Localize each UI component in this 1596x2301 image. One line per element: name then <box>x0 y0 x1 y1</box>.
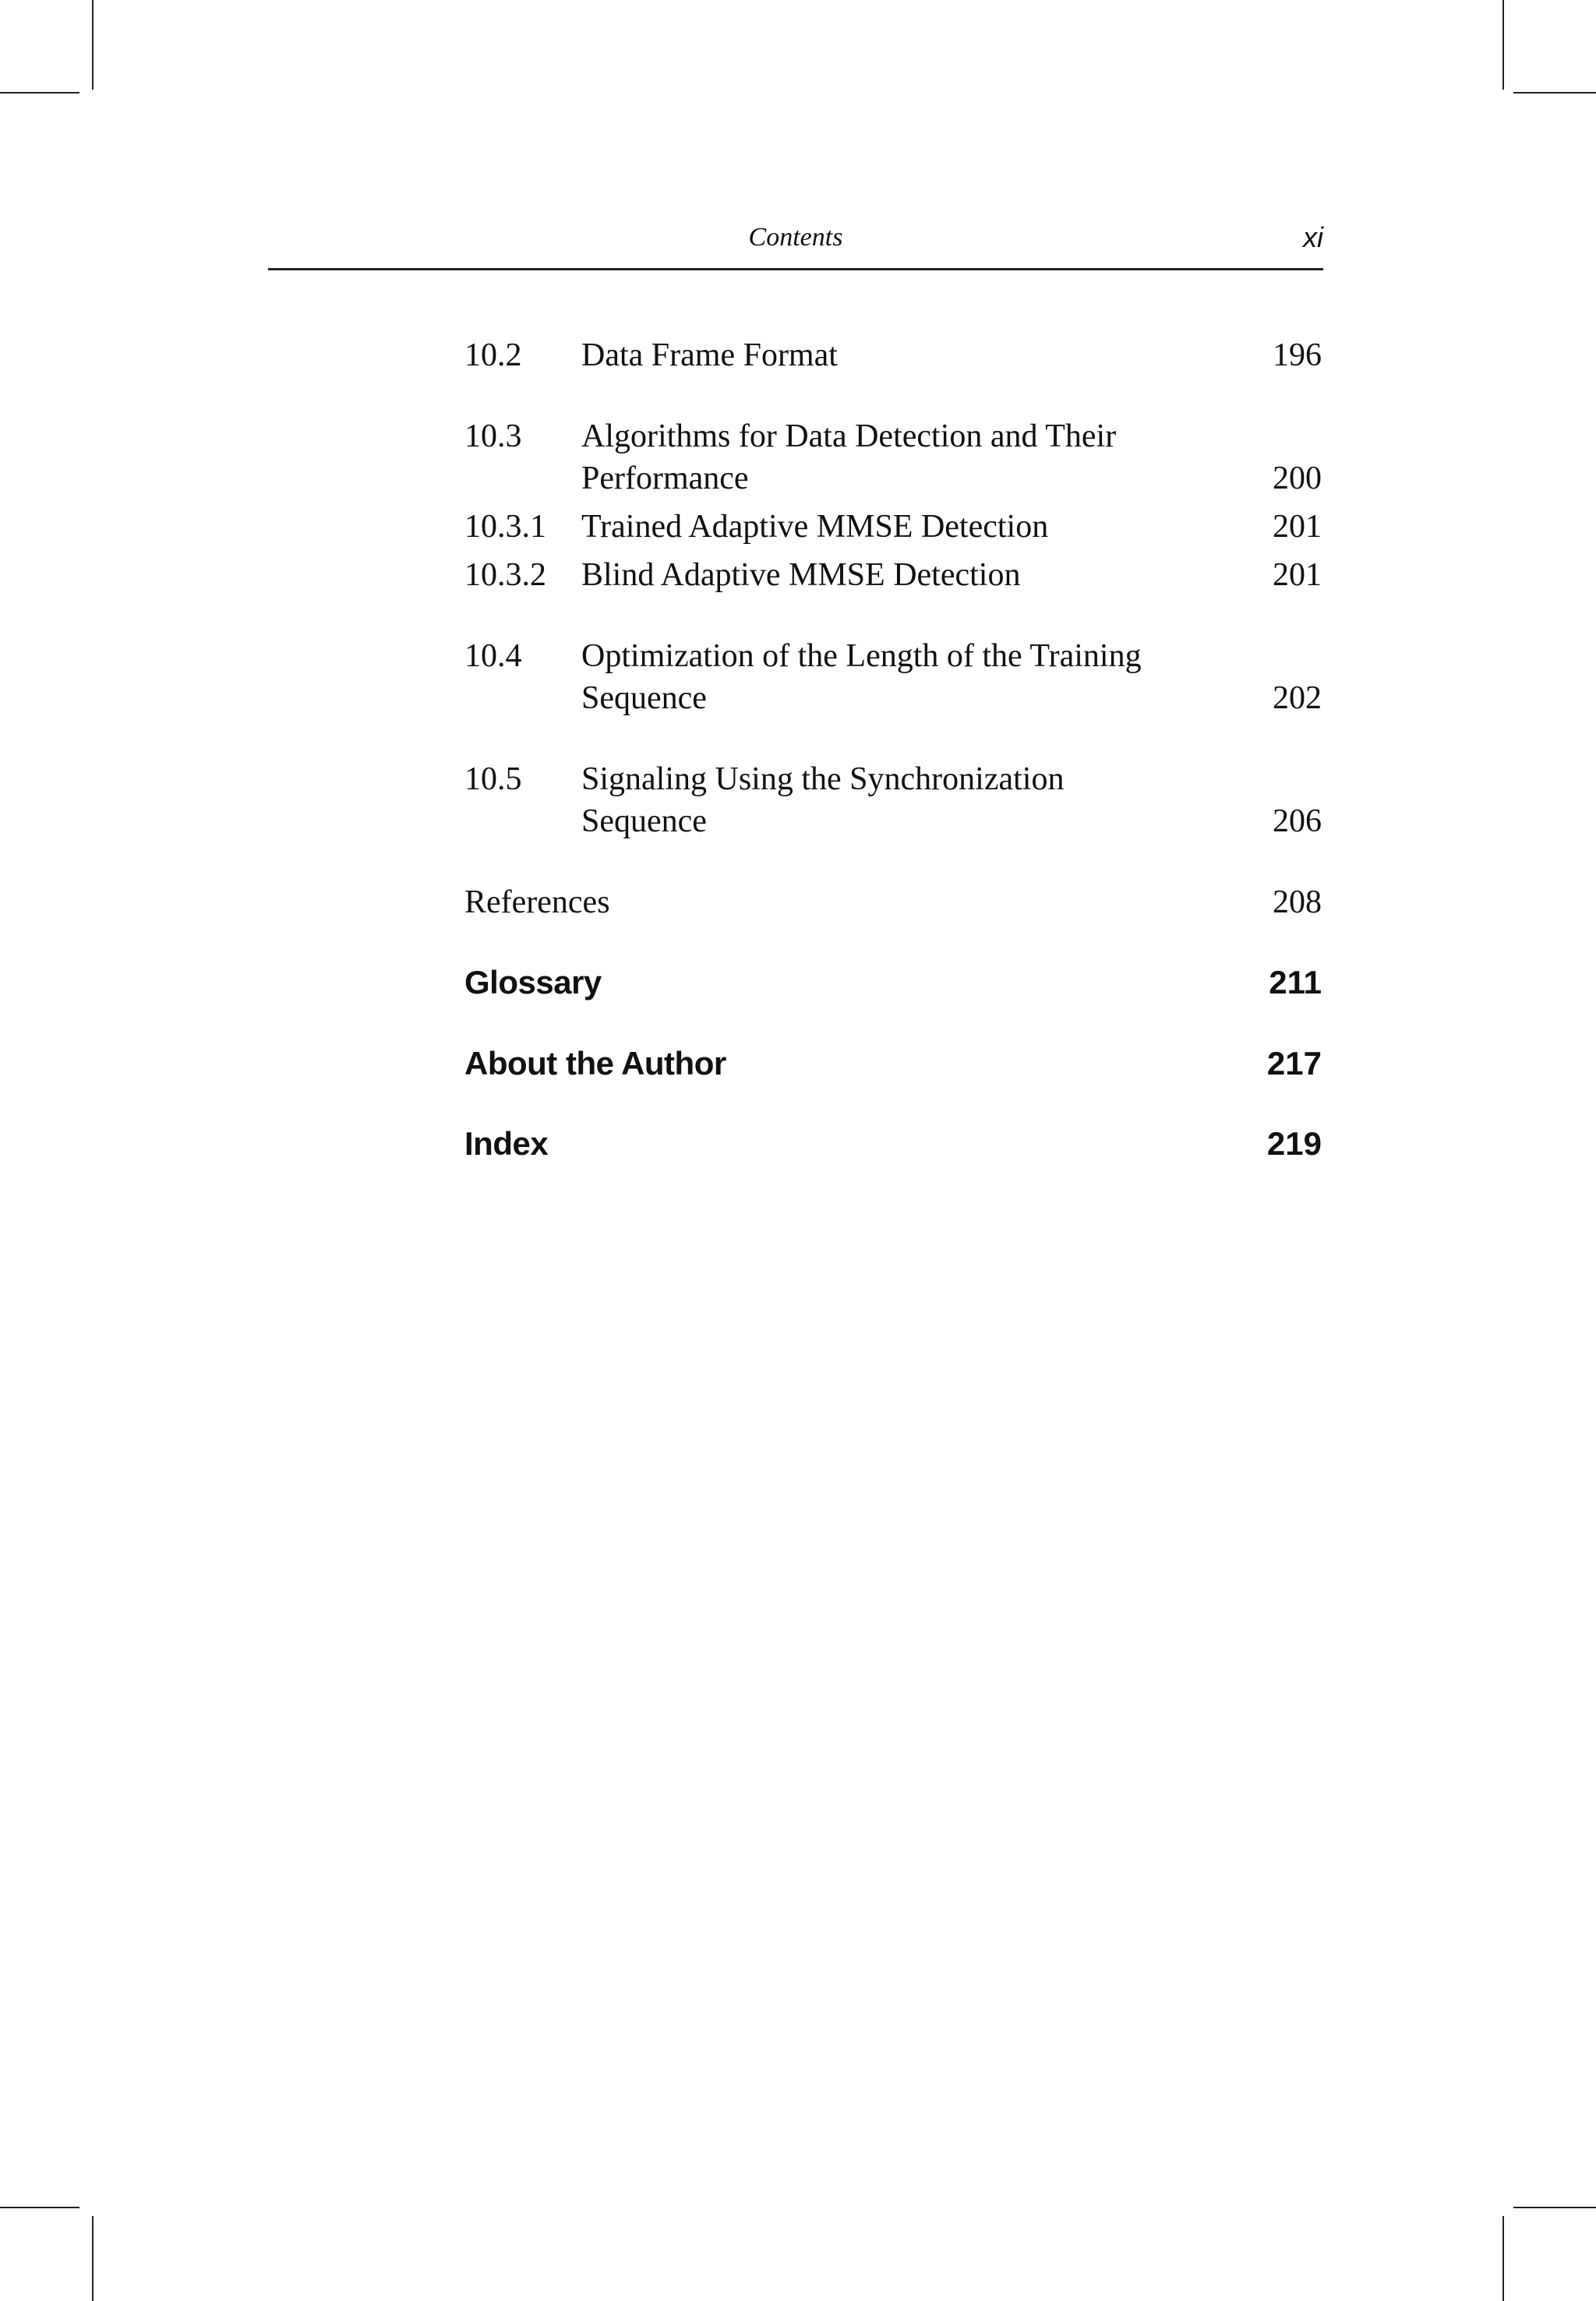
section-title-continued: Sequence <box>581 680 707 716</box>
page-number: 200 <box>1273 461 1322 496</box>
toc-entry-references[interactable] <box>464 881 1322 924</box>
crop-mark <box>1513 2207 1596 2208</box>
references-title: References <box>464 884 610 920</box>
page-header <box>268 221 1323 270</box>
section-title: Algorithms for Data Detection and Their <box>581 418 1117 454</box>
section-title: Optimization of the Length of the Training <box>581 638 1142 674</box>
page-number: 217 <box>1266 1045 1322 1082</box>
page-number: 201 <box>1273 509 1322 545</box>
crop-mark <box>92 0 94 90</box>
page-number: 201 <box>1273 557 1322 593</box>
section-title: Blind Adaptive MMSE Detection <box>581 557 1021 593</box>
chapter-title: About the Author <box>464 1045 726 1082</box>
page-number: 219 <box>1266 1125 1322 1162</box>
crop-mark <box>1502 2216 1504 2301</box>
section-title: Signaling Using the Synchronization <box>581 761 1065 797</box>
section-number: 10.3.2 <box>464 557 546 593</box>
page-number: 211 <box>1269 964 1322 1001</box>
page-number: 202 <box>1273 680 1322 716</box>
crop-mark <box>0 92 79 94</box>
toc-entry[interactable] <box>464 757 1322 801</box>
toc-entry[interactable] <box>464 334 1322 377</box>
toc-entry-continued[interactable] <box>464 676 1322 720</box>
section-title: Trained Adaptive MMSE Detection <box>581 509 1049 545</box>
crop-mark <box>0 2207 79 2208</box>
page-number: 206 <box>1273 803 1322 839</box>
toc-entry-glossary[interactable] <box>464 961 1322 1004</box>
section-number: 10.2 <box>464 337 522 373</box>
section-title-continued: Sequence <box>581 803 707 839</box>
toc-entry[interactable] <box>464 634 1322 678</box>
section-title-continued: Performance <box>581 461 749 496</box>
crop-mark <box>1513 92 1596 94</box>
toc-entry-index[interactable] <box>464 1122 1322 1166</box>
toc-entry[interactable] <box>464 553 1322 597</box>
page-folio: xi <box>1303 221 1323 253</box>
chapter-title: Glossary <box>464 964 602 1001</box>
crop-mark <box>1502 0 1504 90</box>
toc-entry-continued[interactable] <box>464 799 1322 843</box>
toc-entry[interactable] <box>464 505 1322 549</box>
section-number: 10.3 <box>464 418 522 454</box>
toc-entry[interactable] <box>464 415 1322 458</box>
section-number: 10.5 <box>464 761 522 797</box>
section-number: 10.4 <box>464 638 522 674</box>
running-head: Contents <box>748 223 843 252</box>
page-number: 196 <box>1273 337 1322 373</box>
chapter-title: Index <box>464 1125 549 1162</box>
crop-mark <box>92 2216 94 2301</box>
section-title: Data Frame Format <box>581 337 838 373</box>
toc-entry-continued[interactable] <box>464 457 1322 500</box>
page-number: 208 <box>1273 884 1322 920</box>
toc-entry-about-author[interactable] <box>464 1042 1322 1085</box>
section-number: 10.3.1 <box>464 509 546 545</box>
